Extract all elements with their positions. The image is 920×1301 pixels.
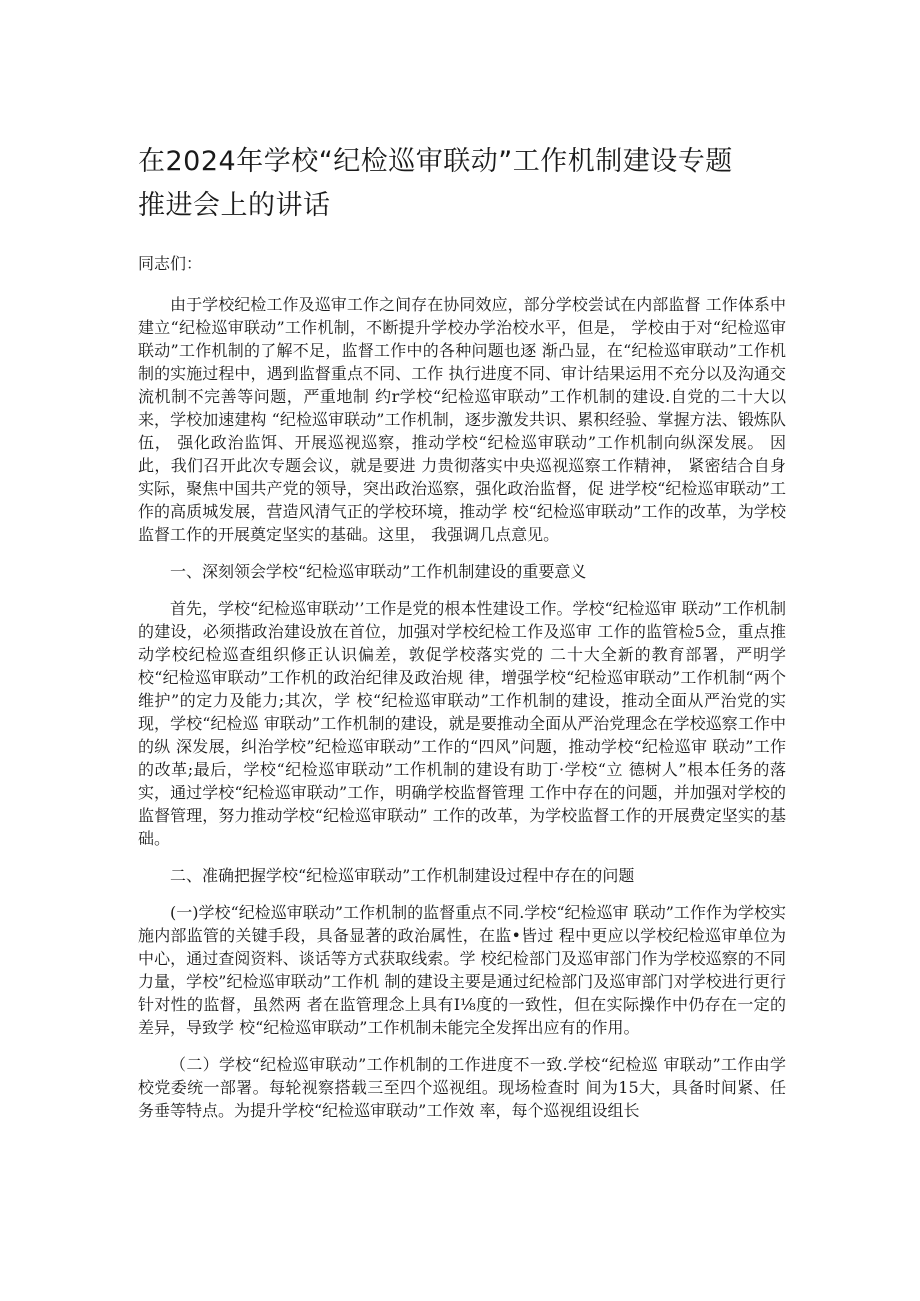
document-title [138,140,786,228]
salutation: 同志们： [138,254,203,273]
section-2-heading: 二、准确把握学校“纪检巡审联动”工作机制建设过程中存在的问题 [170,866,635,885]
section-2-item-2: （二）学校“纪检巡审联动”工作机制的工作进度不一致.学校“纪检巡 审联动”工作由学校党委统一部署。每轮视察搭载三至四个巡视组。现场检查时 间为15大，具备时间紧、任务垂等特点。为提升学校“纪检巡审联动”工作效 率，每个巡视组设组长 [138,1055,786,1120]
document-page [138,140,786,1136]
title-line-2: 推进会上的讲话 [138,190,331,221]
section-2-item-1: (一)学校“纪检巡审联动”工作机制的监督重点不同.学校“纪检巡审 联动”工作作为学校实施内部监管的关键手段，具备显著的政治属性，在监•皆过 程中更应以学校纪检巡审单位为中心，通过查阅资料、谈话等方式获取线索。学 校纪检部门及巡审部门作为学校巡察的不同力量，学校”纪检巡审联动”工作机 制的建设主要是通过纪检部门及巡审部门对学校进行更行针对性的监督，虽然两 者在监管理念上具有I⅛度的一致性，但在实际操作中仍存在一定的差异，导致学 校“纪检巡审联动”工作机制未能完全发挥出应有的作用。 [138,903,786,1037]
section-1-paragraph: 首先，学校“纪检巡审联动’’工作是党的根本性建设工作。学校“纪检巡审 联动”工作机制的建设，必须揩政治建设放在首位，加强对学校纪检工作及巡审 工作的监管检5佥，重点推动学校纪检巡查组织修正认识偏差，敦促学校落实党的 二十大全新的教育部署，严明学校“纪检巡审联动”工作机的政治纪律及政治规 律，增强学校“纪检巡审联动”工作机制“两个维护”的定力及能力;其次，学 校“纪检巡审联动”工作机制的建设，推动全面从严治党的实现，学校“纪检巡 审联动”工作机制的建设，就是要推动全面从严治党理念在学校巡察工作中的纵 深发展，纠治学校”纪检巡审联动”工作的“四风”问题，推动学校“纪检巡审 联动”工作的改革;最后，学校“纪检巡审联动”工作机制的建设有助丁·学校“立 德树人”根本任务的落实，通过学校“纪检巡审联动”工作，明确学校监督管理 工作中存在的问题，并加强对学校的监督管理，努力推动学校“纪检巡审联动” 工作的改革，为学校监督工作的开展费定坚实的基础。 [138,599,786,848]
title-line-1: 在2024年学校“纪检巡审联动”工作机制建设专题 [138,146,733,177]
intro-paragraph: 由于学校纪检工作及巡审工作之间存在协同效应，部分学校尝试在内部监督 工作体系中建立“纪检巡审联动”工作机制，不断提升学校办学治校水平，但是， 学校由于对“纪检巡审联动”工作机制的了解不足，监督工作中的各种问题也逐 渐凸显，在“纪检巡审联动”工作机制的实施过程中，遇到监督重点不同、工作 执行进度不同、审计结果运用不充分以及沟通交流机制不完善等问题，严重地制 约r学校“纪检巡审联动”工作机制的建设.自党的二十大以来，学校加速建构 “纪检巡审联动”工作机制，逐步激发共识、累积经验、掌握方法、锻炼队伍， 强化政治监饵、开展巡视巡察，推动学校“纪检巡审联动”工作机制向纵深发展。 因此，我们召开此次专题会议，就是要进 力贵彻落实中央巡视巡察工作精神， 紧密结合自身实际，聚焦中国共产党的领导，突出政治巡察，强化政治监督，促 进学校“纪检巡审联动”工作的高质城发展，营造风清气正的学校环境，推动学 校“纪检巡审联动”工作的改革，为学校监督工作的开展奠定坚实的基础。这里， 我强调几点意见。 [138,295,786,544]
section-1-heading: 一、深刻领会学校“纪检巡审联动”工作机制建设的重要意义 [170,562,587,581]
